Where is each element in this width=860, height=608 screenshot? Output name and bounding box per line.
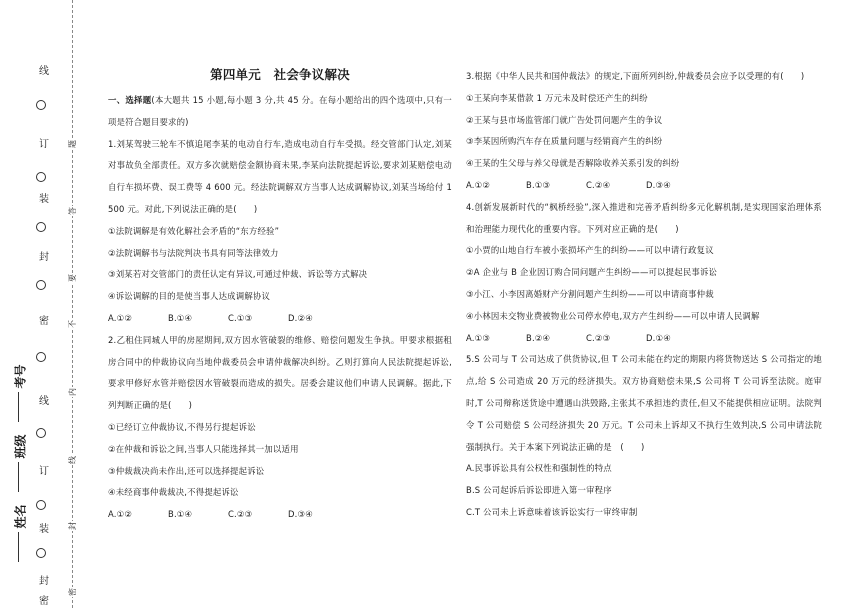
seal-char: 题 bbox=[68, 140, 77, 148]
option-a[interactable]: A.①② bbox=[466, 179, 491, 190]
question-4-item: ④小林因未交物业费被物业公司停水停电,双方产生纠纷——可以申请人民调解 bbox=[466, 310, 760, 321]
question-3-item: ④王某的生父母与养父母就是否解除收养关系引发的纠纷 bbox=[466, 158, 680, 169]
question-4-stem: 4.创新发展新时代的“枫桥经验”,深入推进和完善矛盾纠纷多元化解机制,是实现国家治理体系和治理能力现代化的重要内容。下列对应正确的是( ) bbox=[466, 201, 822, 234]
question-5-option[interactable]: B.S 公司起诉后诉讼即进入第一审程序 bbox=[466, 485, 612, 496]
option-b[interactable]: B.①④ bbox=[168, 509, 193, 520]
question-4-item: ①小贾的山地自行车被小张损坏产生的纠纷——可以申请行政复议 bbox=[466, 245, 714, 256]
question-5-option[interactable]: C.T 公司未上诉意味着该诉讼实行一审终审制 bbox=[466, 506, 638, 517]
seal-char: 不 bbox=[68, 320, 77, 328]
binding-char: 装 bbox=[39, 524, 49, 535]
seal-char: 密 bbox=[68, 588, 77, 596]
question-2-item: ①已经订立仲裁协议,不得另行提起诉讼 bbox=[108, 421, 256, 432]
binding-char: 订 bbox=[39, 466, 49, 477]
binding-hole bbox=[36, 352, 46, 362]
option-b[interactable]: B.①④ bbox=[168, 312, 193, 323]
page-title: 第四单元 社会争议解决 bbox=[210, 67, 350, 82]
binding-hole bbox=[36, 222, 46, 232]
option-a[interactable]: A.①② bbox=[108, 312, 133, 323]
question-3-options bbox=[466, 175, 822, 197]
binding-line bbox=[72, 0, 73, 608]
question-1-item: ①法院调解是有效化解社会矛盾的“东方经验” bbox=[108, 225, 280, 236]
exam-no-label: 考号 bbox=[13, 364, 28, 389]
seal-char: 封 bbox=[68, 522, 77, 530]
binding-char: 封 bbox=[39, 576, 49, 587]
right-column bbox=[466, 66, 822, 524]
binding-margin bbox=[0, 0, 100, 608]
option-c[interactable]: C.②③ bbox=[228, 509, 253, 520]
option-a[interactable]: A.①② bbox=[108, 509, 133, 520]
binding-hole bbox=[36, 428, 46, 438]
question-4-item: ②A 企业与 B 企业因订购合同问题产生纠纷——可以提起民事诉讼 bbox=[466, 267, 718, 278]
question-2-item: ④未经商事仲裁裁决,不得提起诉讼 bbox=[108, 487, 239, 498]
question-3-item: ②王某与县市场监管部门就广告处罚问题产生的争议 bbox=[466, 114, 663, 125]
question-4-options bbox=[466, 328, 822, 350]
seal-char: 答 bbox=[68, 207, 77, 215]
binding-char: 封 bbox=[39, 252, 49, 263]
binding-hole bbox=[36, 172, 46, 182]
option-b[interactable]: B.②④ bbox=[526, 332, 551, 343]
question-1-item: ③刘某若对交管部门的责任认定有异议,可通过仲裁、诉讼等方式解决 bbox=[108, 269, 368, 280]
exam-no-blank[interactable] bbox=[18, 392, 19, 422]
option-d[interactable]: D.①④ bbox=[646, 332, 671, 343]
seal-char: 要 bbox=[68, 274, 77, 282]
section-description: (本大题共 15 小题,每小题 3 分,共 45 分。在每小题给出的四个选项中,只有一项是符合题目要求的) bbox=[108, 95, 453, 127]
binding-char: 密 bbox=[39, 316, 49, 327]
name-blank[interactable] bbox=[18, 532, 19, 562]
question-2-stem: 2.乙租住同城人甲的房屋期间,双方因水管破裂的维修、赔偿问题发生争执。甲要求根据租房合同中的仲裁协议向当地仲裁委员会申请仲裁解决纠纷。乙则打算向人民法院提起诉讼,要求甲修好水管并赔偿因水管破裂而造成的损失。居委会建议他们申请人民调解。据此,下列判断正确的是( ) bbox=[108, 334, 452, 411]
option-b[interactable]: B.①③ bbox=[526, 179, 551, 190]
binding-hole bbox=[36, 280, 46, 290]
binding-char: 订 bbox=[39, 139, 49, 150]
option-d[interactable]: D.③④ bbox=[646, 179, 671, 190]
class-label: 班级 bbox=[13, 434, 28, 459]
seal-char: 线 bbox=[68, 456, 77, 464]
option-d[interactable]: D.②④ bbox=[288, 312, 313, 323]
question-2-item: ③仲裁裁决尚未作出,还可以选择提起诉讼 bbox=[108, 465, 265, 476]
left-column bbox=[108, 66, 452, 526]
option-a[interactable]: A.①③ bbox=[466, 332, 491, 343]
question-4-item: ③小江、小李因离婚财产分割问题产生纠纷——可以申请商事仲裁 bbox=[466, 288, 714, 299]
question-1-stem: 1.刘某驾驶三轮车不慎追尾李某的电动自行车,造成电动自行车受损。经交管部门认定,刘某对事故负全部责任。双方多次就赔偿金额协商未果,李某向法院提起诉讼,要求刘某赔偿电动自行车损坏费、误工费等 4 600 元。经法院调解双方当事人达成调解协议,刘某当场给付 1 500 元。对此,下列说法正确的是( ) bbox=[108, 138, 452, 214]
question-1-item: ④诉讼调解的目的是使当事人达成调解协议 bbox=[108, 291, 271, 302]
section-heading: 一、选择题 bbox=[108, 95, 152, 105]
question-5-stem: 5.S 公司与 T 公司达成了供货协议,但 T 公司未能在约定的期限内将货物送达 S 公司指定的地点,给 S 公司造成 20 万元的经济损失。双方协商赔偿未果,S 公司将 T 公司诉至法院。庭审时,T 公司辩称送货途中遭遇山洪毁路,主张其不承担违约责任,但又不能提供相应证明。法院判令 T 公司赔偿 S 公司经济损失 20 万元。T 公司未上诉却又不执行生效判决,S 公司申请法院强制执行。关于本案下列说法正确的是 ( ) bbox=[466, 354, 822, 452]
binding-char: 线 bbox=[39, 396, 49, 407]
section-intro bbox=[108, 90, 452, 134]
question-1-options bbox=[108, 308, 452, 330]
binding-char: 密 bbox=[39, 596, 49, 607]
binding-char: 装 bbox=[39, 194, 49, 205]
name-label: 姓名 bbox=[13, 504, 28, 529]
question-1-item: ②法院调解书与法院判决书具有同等法律效力 bbox=[108, 247, 279, 258]
question-5-option[interactable]: A.民事诉讼具有公权性和强制性的特点 bbox=[466, 463, 612, 474]
option-d[interactable]: D.③④ bbox=[288, 509, 313, 520]
question-3-item: ①王某向李某借款 1 万元未及时偿还产生的纠纷 bbox=[466, 92, 648, 103]
question-3-stem: 3.根据《中华人民共和国仲裁法》的规定,下面所列纠纷,仲裁委员会应予以受理的有( ) bbox=[466, 71, 805, 81]
class-blank[interactable] bbox=[18, 462, 19, 492]
binding-hole bbox=[36, 100, 46, 110]
option-c[interactable]: C.①③ bbox=[228, 312, 253, 323]
option-c[interactable]: C.②④ bbox=[586, 179, 611, 190]
binding-hole bbox=[36, 500, 46, 510]
seal-char: 内 bbox=[68, 388, 77, 396]
option-c[interactable]: C.②③ bbox=[586, 332, 611, 343]
binding-char: 线 bbox=[39, 66, 49, 77]
question-2-options bbox=[108, 504, 452, 526]
question-2-item: ②在仲裁和诉讼之间,当事人只能选择其一加以适用 bbox=[108, 443, 299, 454]
binding-hole bbox=[36, 548, 46, 558]
question-3-item: ③李某因所购汽车存在质量问题与经销商产生的纠纷 bbox=[466, 136, 663, 147]
